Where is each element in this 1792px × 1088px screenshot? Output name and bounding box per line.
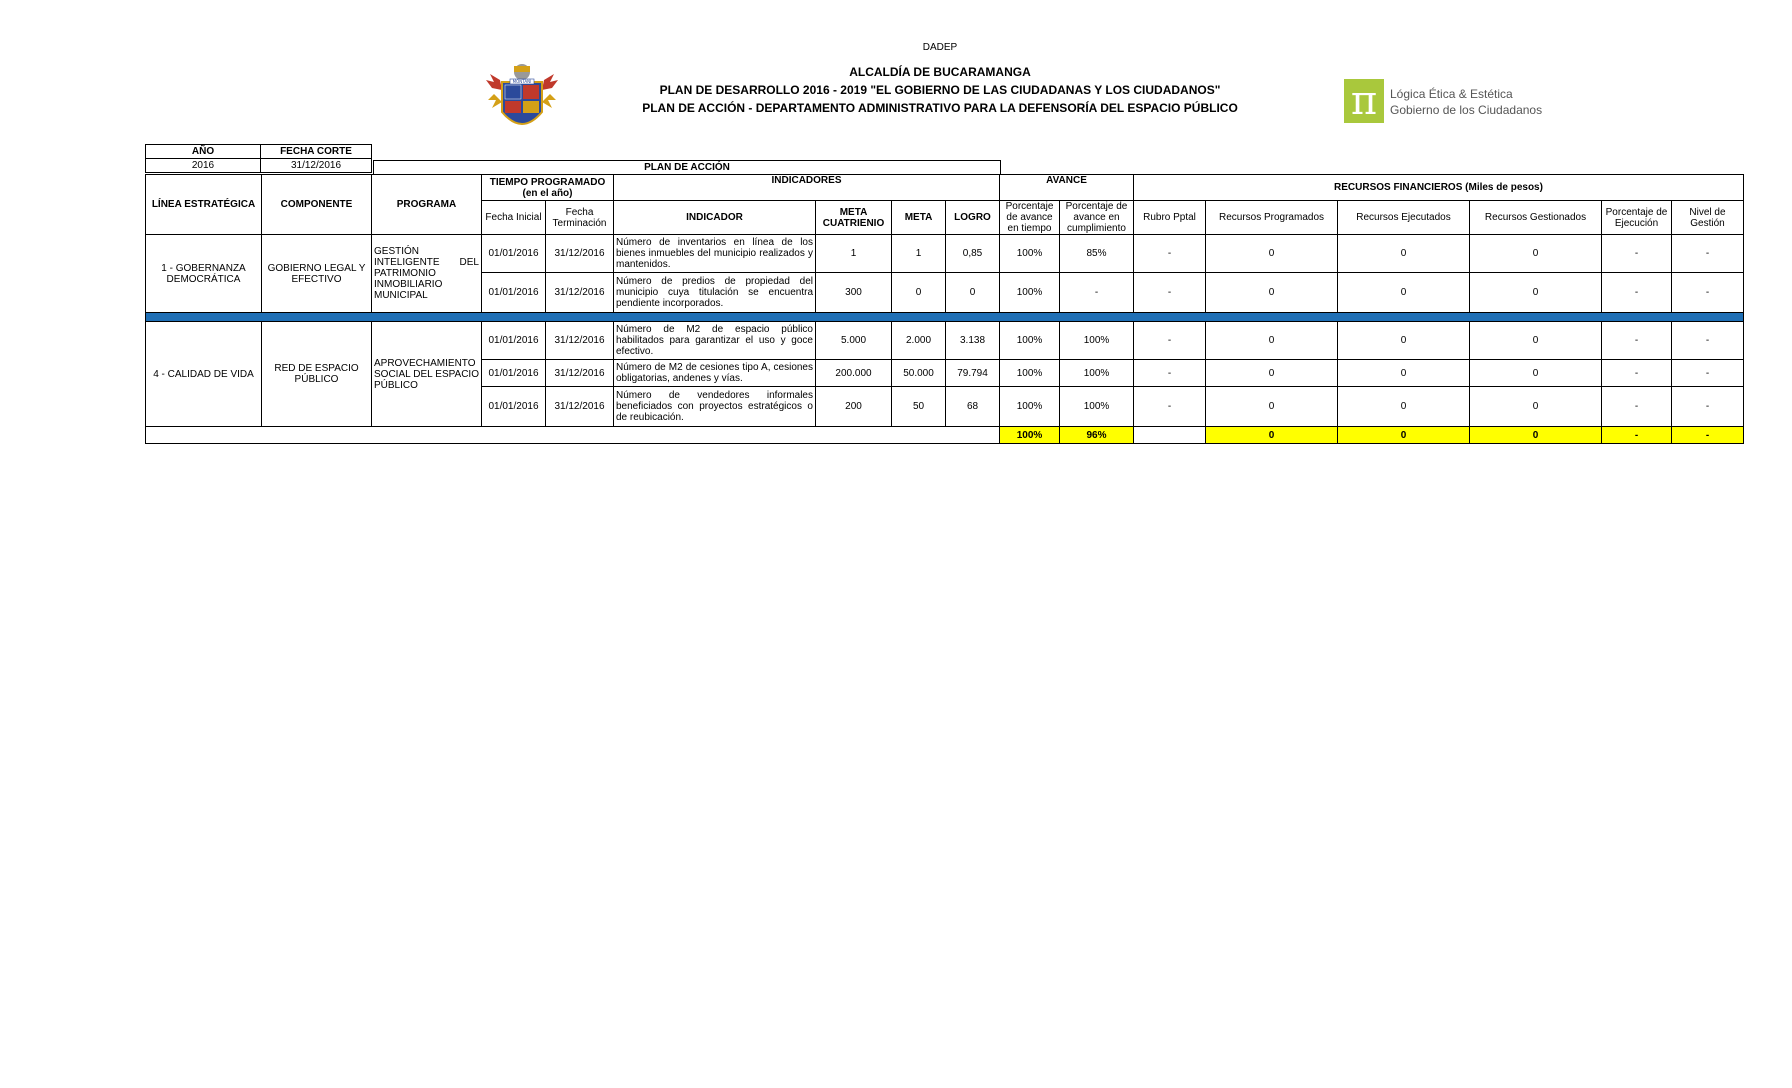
- col-tiempo-label: TIEMPO PROGRAMADO: [489, 176, 606, 188]
- pi-icon: π: [1344, 79, 1384, 123]
- cell-programa: APROVECHAMIENTO SOCIAL DEL ESPACIO PÚBLICO: [372, 322, 482, 427]
- cell-rec-gestionados: 0: [1470, 273, 1602, 313]
- cell-rubro: -: [1134, 322, 1206, 360]
- totals-row: [146, 427, 1744, 444]
- cell-fecha-inicial: 01/01/2016: [482, 273, 546, 313]
- cell-pct-ejecucion: -: [1602, 273, 1672, 313]
- year-value: 2016: [146, 159, 261, 173]
- cell-fecha-terminacion: 31/12/2016: [546, 360, 614, 387]
- cell-pct-ejecucion: -: [1602, 322, 1672, 360]
- cell-rec-programados: 0: [1206, 322, 1338, 360]
- bucaramanga-crest-icon: [484, 60, 560, 138]
- col-pct-cumplimiento: Porcentaje de avance en cumplimiento: [1060, 201, 1134, 235]
- cell-nivel-gestion: -: [1672, 235, 1744, 273]
- col-rubro: Rubro Pptal: [1134, 201, 1206, 235]
- cell-indicador: Número de predios de propiedad del municipio cuya titulación se encuentra pendiente incorporados.: [614, 273, 816, 313]
- cut-value: 31/12/2016: [261, 159, 372, 173]
- cell-meta-cuatrienio: 1: [816, 235, 892, 273]
- cell-nivel-gestion: -: [1672, 273, 1744, 313]
- col-indicador: INDICADOR: [614, 201, 816, 235]
- cell-pct-tiempo: 100%: [1000, 387, 1060, 427]
- col-pct-tiempo: Porcentaje de avance en tiempo: [1000, 201, 1060, 235]
- col-tiempo-sub: (en el año): [522, 187, 573, 199]
- cell-fecha-terminacion: 31/12/2016: [546, 322, 614, 360]
- cell-nivel-gestion: -: [1672, 387, 1744, 427]
- cell-nivel-gestion: -: [1672, 360, 1744, 387]
- plan-title: PLAN DE ACCIÓN: [373, 160, 1001, 175]
- cell-pct-cumplimiento: 100%: [1060, 360, 1134, 387]
- year-label: AÑO: [146, 145, 261, 159]
- cell-fecha-inicial: 01/01/2016: [482, 322, 546, 360]
- cell-pct-cumplimiento: -: [1060, 273, 1134, 313]
- col-nivel-gestion: Nivel de Gestión: [1672, 201, 1744, 235]
- cell-pct-tiempo: 100%: [1000, 235, 1060, 273]
- cell-rubro: -: [1134, 360, 1206, 387]
- cell-pct-tiempo: 100%: [1000, 273, 1060, 313]
- col-linea: LÍNEA ESTRATÉGICA: [146, 175, 262, 235]
- title-plan-accion: PLAN DE ACCIÓN - DEPARTAMENTO ADMINISTRATIVO PARA LA DEFENSORÍA DEL ESPACIO PÚBLICO: [642, 101, 1238, 115]
- cell-rec-programados: 0: [1206, 273, 1338, 313]
- cell-meta: 50: [892, 387, 946, 427]
- cell-rec-gestionados: 0: [1470, 235, 1602, 273]
- cell-meta: 2.000: [892, 322, 946, 360]
- cell-pct-ejecucion: -: [1602, 235, 1672, 273]
- cell-rec-ejecutados: 0: [1338, 387, 1470, 427]
- cell-fecha-inicial: 01/01/2016: [482, 360, 546, 387]
- col-rec-ejecutados: Recursos Ejecutados: [1338, 201, 1470, 235]
- totals-spacer: [146, 427, 1000, 444]
- cell-rec-ejecutados: 0: [1338, 235, 1470, 273]
- total-pct-tiempo: 100%: [1000, 427, 1060, 444]
- cell-meta-cuatrienio: 200.000: [816, 360, 892, 387]
- crest-text: MONTANI: [512, 79, 532, 84]
- cell-pct-ejecucion: -: [1602, 360, 1672, 387]
- col-meta: META: [892, 201, 946, 235]
- cell-pct-cumplimiento: 100%: [1060, 322, 1134, 360]
- col-avance: AVANCE: [1000, 175, 1134, 201]
- total-rec-ejecutados: 0: [1338, 427, 1470, 444]
- org-code: DADEP: [922, 42, 958, 53]
- cell-fecha-terminacion: 31/12/2016: [546, 235, 614, 273]
- cell-indicador: Número de M2 de espacio público habilitados para garantizar el uso y goce efectivo.: [614, 322, 816, 360]
- cell-pct-tiempo: 100%: [1000, 322, 1060, 360]
- action-plan-table: [145, 174, 1744, 444]
- cell-nivel-gestion: -: [1672, 322, 1744, 360]
- cell-indicador: Número de M2 de cesiones tipo A, cesiones obligatorias, andenes y vías.: [614, 360, 816, 387]
- col-indicadores: INDICADORES: [614, 175, 1000, 201]
- cell-fecha-inicial: 01/01/2016: [482, 235, 546, 273]
- cell-componente: GOBIERNO LEGAL Y EFECTIVO: [262, 235, 372, 313]
- cell-meta-cuatrienio: 5.000: [816, 322, 892, 360]
- logo-line2: Gobierno de los Ciudadanos: [1390, 103, 1543, 117]
- cell-fecha-terminacion: 31/12/2016: [546, 273, 614, 313]
- table-row: [146, 235, 1744, 273]
- cell-pct-cumplimiento: 100%: [1060, 387, 1134, 427]
- totals-rubro-blank: [1134, 427, 1206, 444]
- cell-linea: 4 - CALIDAD DE VIDA: [146, 322, 262, 427]
- cell-rubro: -: [1134, 273, 1206, 313]
- logo-line1: Lógica Ética & Estética: [1390, 87, 1513, 101]
- cell-rec-programados: 0: [1206, 235, 1338, 273]
- col-meta-cuatrienio: META CUATRIENIO: [816, 201, 892, 235]
- separator-row: [146, 313, 1744, 322]
- cell-rec-programados: 0: [1206, 387, 1338, 427]
- pi-logo: [1344, 78, 1543, 125]
- cell-logro: 0: [946, 273, 1000, 313]
- col-pct-ejecucion: Porcentaje de Ejecución: [1602, 201, 1672, 235]
- cell-meta: 0: [892, 273, 946, 313]
- cell-linea: 1 - GOBERNANZA DEMOCRÁTICA: [146, 235, 262, 313]
- cell-logro: 68: [946, 387, 1000, 427]
- cut-label: FECHA CORTE: [261, 145, 372, 159]
- cell-meta: 1: [892, 235, 946, 273]
- cell-logro: 0,85: [946, 235, 1000, 273]
- cell-componente: RED DE ESPACIO PÚBLICO: [262, 322, 372, 427]
- cell-rec-ejecutados: 0: [1338, 360, 1470, 387]
- col-componente: COMPONENTE: [262, 175, 372, 235]
- year-cut-table: [145, 144, 372, 173]
- cell-rec-ejecutados: 0: [1338, 273, 1470, 313]
- cell-meta: 50.000: [892, 360, 946, 387]
- cell-indicador: Número de vendedores informales beneficiados con proyectos estratégicos o de reubicación.: [614, 387, 816, 427]
- cell-logro: 79.794: [946, 360, 1000, 387]
- col-programa: PROGRAMA: [372, 175, 482, 235]
- title-alcaldia: ALCALDÍA DE BUCARAMANGA: [849, 65, 1031, 79]
- total-rec-programados: 0: [1206, 427, 1338, 444]
- cell-pct-tiempo: 100%: [1000, 360, 1060, 387]
- cell-rec-gestionados: 0: [1470, 322, 1602, 360]
- cell-pct-ejecucion: -: [1602, 387, 1672, 427]
- cell-rec-ejecutados: 0: [1338, 322, 1470, 360]
- cell-fecha-inicial: 01/01/2016: [482, 387, 546, 427]
- total-rec-gestionados: 0: [1470, 427, 1602, 444]
- cell-meta-cuatrienio: 300: [816, 273, 892, 313]
- cell-rec-gestionados: 0: [1470, 360, 1602, 387]
- cell-rubro: -: [1134, 387, 1206, 427]
- cell-logro: 3.138: [946, 322, 1000, 360]
- col-recursos: RECURSOS FINANCIEROS (Miles de pesos): [1134, 175, 1744, 201]
- cell-rubro: -: [1134, 235, 1206, 273]
- total-nivel-gestion: -: [1672, 427, 1744, 444]
- col-logro: LOGRO: [946, 201, 1000, 235]
- title-plan-desarrollo: PLAN DE DESARROLLO 2016 - 2019 "EL GOBIERNO DE LAS CIUDADANAS Y LOS CIUDADANOS": [659, 83, 1221, 97]
- cell-rec-programados: 0: [1206, 360, 1338, 387]
- cell-meta-cuatrienio: 200: [816, 387, 892, 427]
- table-row: [146, 322, 1744, 360]
- col-fecha-terminacion: Fecha Terminación: [546, 201, 614, 235]
- col-rec-gestionados: Recursos Gestionados: [1470, 201, 1602, 235]
- cell-pct-cumplimiento: 85%: [1060, 235, 1134, 273]
- cell-indicador: Número de inventarios en línea de los bienes inmuebles del municipio realizados y mantenidos.: [614, 235, 816, 273]
- total-pct-ejecucion: -: [1602, 427, 1672, 444]
- cell-rec-gestionados: 0: [1470, 387, 1602, 427]
- cell-programa: GESTIÓN INTELIGENTE DEL PATRIMONIO INMOBILIARIO MUNICIPAL: [372, 235, 482, 313]
- total-pct-cumplimiento: 96%: [1060, 427, 1134, 444]
- col-fecha-inicial: Fecha Inicial: [482, 201, 546, 235]
- col-tiempo: [482, 175, 614, 201]
- col-rec-programados: Recursos Programados: [1206, 201, 1338, 235]
- cell-fecha-terminacion: 31/12/2016: [546, 387, 614, 427]
